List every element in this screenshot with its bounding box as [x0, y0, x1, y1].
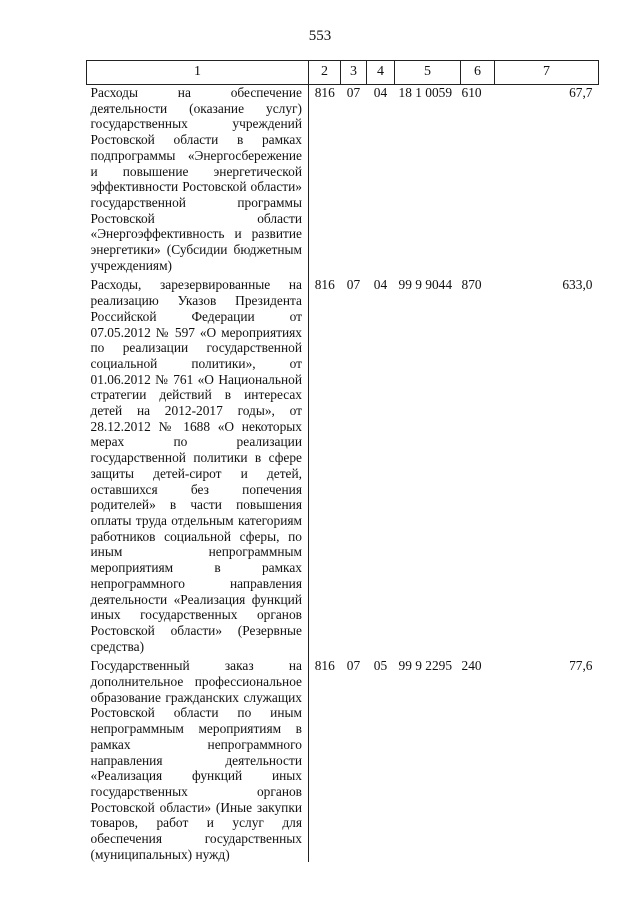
row-section-code: 07: [346, 277, 361, 293]
row-amount: 633,0: [562, 277, 593, 293]
row-expense-type: 610: [461, 85, 482, 100]
row-ministry-code: 816: [314, 277, 335, 293]
row-target-code: 99 9 2295: [398, 658, 453, 674]
row-subsection-code: 05: [373, 658, 388, 674]
row-target-code: 18 1 0059: [398, 85, 453, 100]
budget-table: [86, 60, 599, 862]
row-ministry-code: 816: [314, 658, 335, 674]
row-subsection-code: 04: [373, 85, 388, 100]
row-expense-type: 240: [461, 658, 482, 674]
row-target-code: 99 9 9044: [398, 277, 453, 293]
row-section-code: 07: [346, 658, 361, 674]
table-header-row: [87, 61, 599, 85]
table-row: [87, 654, 599, 862]
row-subsection-code: 04: [373, 277, 388, 293]
page-number: 553: [308, 28, 332, 44]
header-col-4: 4: [367, 61, 395, 85]
row-name: Расходы на обеспечение деятельности (оказание услуг) государственных учреждений Ростовской области в рамках подпрограммы «Энергосбережение и повышение энергетической эффективности Ростовской области» государственной программы Ростовской области «Энергоэффективность и развитие энергетики» (Субсидии бюджетным учреждениям): [87, 85, 309, 274]
row-name: Государственный заказ на дополнительное профессиональное образование гражданских служащих Ростовской области по иным непрограммным мероприятиям в рамках непрограммного направления деятельности «Реализация функций иных государственных органов Ростовской области» (Иные закупки товаров, работ и услуг для обеспечения государственных (муниципальных) нужд): [87, 654, 309, 862]
header-col-1: 1: [87, 61, 309, 85]
header-col-7: 7: [495, 61, 599, 85]
row-expense-type: 870: [461, 277, 482, 293]
header-col-2: 2: [309, 61, 341, 85]
header-col-6: 6: [461, 61, 495, 85]
row-amount: 77,6: [569, 658, 593, 674]
row-amount: 67,7: [569, 85, 593, 100]
row-ministry-code: 816: [314, 85, 335, 100]
header-col-3: 3: [341, 61, 367, 85]
header-col-5: 5: [395, 61, 461, 85]
row-section-code: 07: [346, 85, 361, 100]
table-row: [87, 273, 599, 654]
table-row: [87, 85, 599, 274]
row-name: Расходы, зарезервированные на реализацию Указов Президента Российской Федерации от 07.05.2012 № 597 «О мероприятиях по реализации государственной социальной политики», от 01.06.2012 № 761 «О Национальной стратегии действий в интересах детей на 2012-2017 годы», от 28.12.2012 № 1688 «О некоторых мерах по реализации государственной политики в сфере защиты детей-сирот и детей, оставшихся без попечения родителей» в части повышения оплаты труда отдельным категориям работников социальной сферы, по иным непрограммным мероприятиям в рамках непрограммного направления деятельности «Реализация функций иных государственных органов Ростовской области» (Резервные средства): [87, 273, 309, 654]
